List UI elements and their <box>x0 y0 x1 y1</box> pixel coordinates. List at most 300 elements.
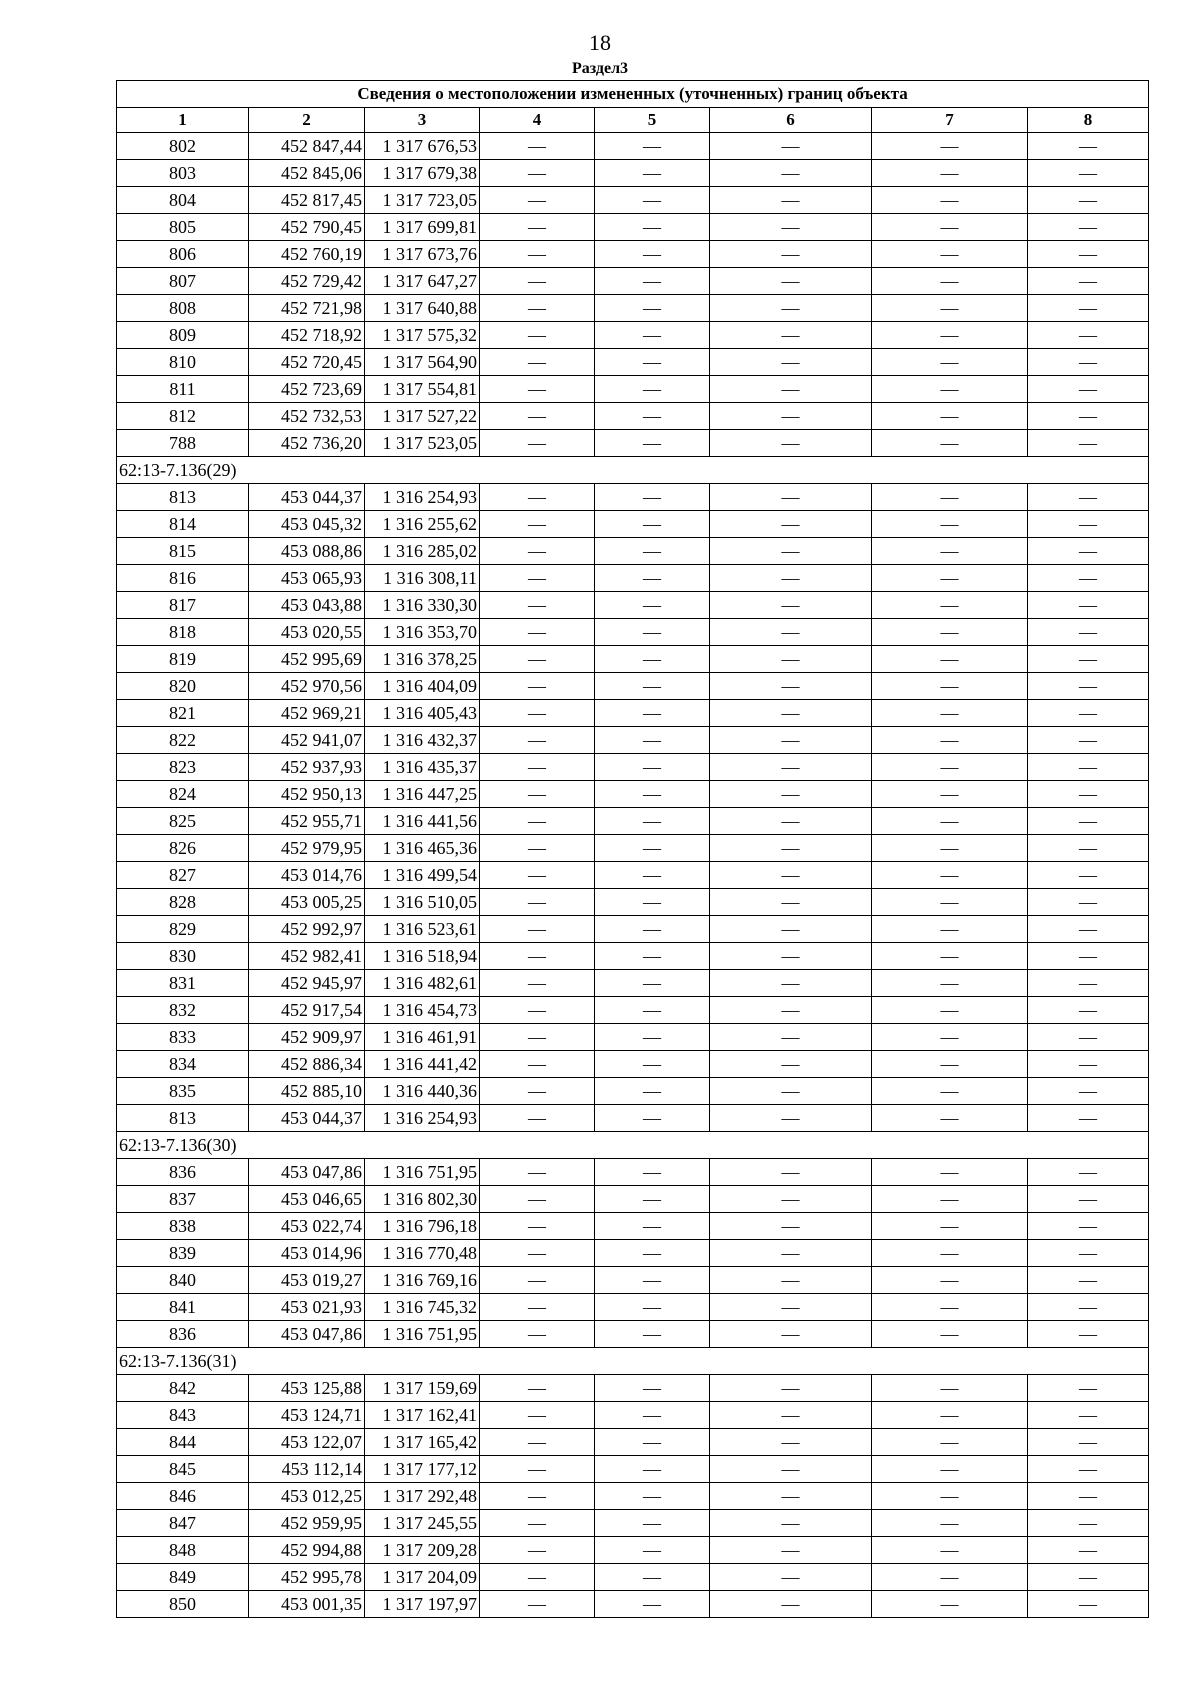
group-header-row <box>117 1132 1149 1159</box>
empty-value-cell: — <box>710 430 872 457</box>
empty-value-cell: — <box>710 1510 872 1537</box>
empty-value-cell: — <box>710 1051 872 1078</box>
empty-value-cell: — <box>710 1294 872 1321</box>
empty-value-cell: — <box>595 1186 710 1213</box>
empty-value-cell: — <box>872 1024 1028 1051</box>
group-header-row <box>117 1348 1149 1375</box>
table-row <box>117 1456 1149 1483</box>
empty-value-cell: — <box>872 673 1028 700</box>
empty-value-cell: — <box>1028 700 1149 727</box>
empty-value-cell: — <box>1028 619 1149 646</box>
empty-value-cell: — <box>595 1051 710 1078</box>
empty-value-cell: — <box>595 673 710 700</box>
empty-value-cell: — <box>480 970 595 997</box>
table-row <box>117 808 1149 835</box>
x-coordinate-cell: 452 995,69 <box>249 646 365 673</box>
empty-value-cell: — <box>1028 808 1149 835</box>
point-number-cell: 810 <box>117 349 249 376</box>
empty-value-cell: — <box>710 673 872 700</box>
point-number-cell: 814 <box>117 511 249 538</box>
empty-value-cell: — <box>872 619 1028 646</box>
x-coordinate-cell: 452 790,45 <box>249 214 365 241</box>
empty-value-cell: — <box>480 700 595 727</box>
x-coordinate-cell: 453 022,74 <box>249 1213 365 1240</box>
empty-value-cell: — <box>480 1429 595 1456</box>
empty-value-cell: — <box>872 1159 1028 1186</box>
empty-value-cell: — <box>710 889 872 916</box>
x-coordinate-cell: 452 955,71 <box>249 808 365 835</box>
table-caption: Сведения о местоположении измененных (уточненных) границ объекта <box>117 81 1149 108</box>
empty-value-cell: — <box>1028 376 1149 403</box>
table-row <box>117 727 1149 754</box>
point-number-cell: 826 <box>117 835 249 862</box>
empty-value-cell: — <box>710 349 872 376</box>
empty-value-cell: — <box>872 1564 1028 1591</box>
point-number-cell: 818 <box>117 619 249 646</box>
x-coordinate-cell: 452 995,78 <box>249 1564 365 1591</box>
empty-value-cell: — <box>595 187 710 214</box>
empty-value-cell: — <box>480 241 595 268</box>
empty-value-cell: — <box>710 592 872 619</box>
empty-value-cell: — <box>480 1483 595 1510</box>
table-row <box>117 538 1149 565</box>
empty-value-cell: — <box>480 133 595 160</box>
empty-value-cell: — <box>710 1213 872 1240</box>
empty-value-cell: — <box>480 1105 595 1132</box>
x-coordinate-cell: 453 124,71 <box>249 1402 365 1429</box>
x-coordinate-cell: 453 020,55 <box>249 619 365 646</box>
empty-value-cell: — <box>872 565 1028 592</box>
table-row <box>117 673 1149 700</box>
empty-value-cell: — <box>1028 862 1149 889</box>
empty-value-cell: — <box>595 1159 710 1186</box>
point-number-cell: 809 <box>117 322 249 349</box>
empty-value-cell: — <box>1028 430 1149 457</box>
empty-value-cell: — <box>710 1240 872 1267</box>
empty-value-cell: — <box>480 1294 595 1321</box>
empty-value-cell: — <box>1028 349 1149 376</box>
empty-value-cell: — <box>1028 1105 1149 1132</box>
point-number-cell: 806 <box>117 241 249 268</box>
empty-value-cell: — <box>480 1186 595 1213</box>
y-coordinate-cell: 1 317 554,81 <box>365 376 480 403</box>
empty-value-cell: — <box>872 349 1028 376</box>
empty-value-cell: — <box>710 1537 872 1564</box>
empty-value-cell: — <box>710 754 872 781</box>
x-coordinate-cell: 452 885,10 <box>249 1078 365 1105</box>
point-number-cell: 822 <box>117 727 249 754</box>
x-coordinate-cell: 453 046,65 <box>249 1186 365 1213</box>
empty-value-cell: — <box>710 916 872 943</box>
empty-value-cell: — <box>1028 1240 1149 1267</box>
empty-value-cell: — <box>710 1591 872 1618</box>
empty-value-cell: — <box>1028 1294 1149 1321</box>
table-row <box>117 1267 1149 1294</box>
empty-value-cell: — <box>872 1213 1028 1240</box>
empty-value-cell: — <box>872 484 1028 511</box>
y-coordinate-cell: 1 317 640,88 <box>365 295 480 322</box>
table-row <box>117 1537 1149 1564</box>
empty-value-cell: — <box>872 781 1028 808</box>
empty-value-cell: — <box>595 1564 710 1591</box>
table-row <box>117 943 1149 970</box>
empty-value-cell: — <box>480 295 595 322</box>
y-coordinate-cell: 1 317 204,09 <box>365 1564 480 1591</box>
point-number-cell: 804 <box>117 187 249 214</box>
empty-value-cell: — <box>595 835 710 862</box>
empty-value-cell: — <box>595 1294 710 1321</box>
table-row <box>117 376 1149 403</box>
x-coordinate-cell: 452 941,07 <box>249 727 365 754</box>
y-coordinate-cell: 1 316 461,91 <box>365 1024 480 1051</box>
point-number-cell: 834 <box>117 1051 249 1078</box>
empty-value-cell: — <box>872 1483 1028 1510</box>
empty-value-cell: — <box>710 1159 872 1186</box>
point-number-cell: 820 <box>117 673 249 700</box>
empty-value-cell: — <box>480 835 595 862</box>
empty-value-cell: — <box>480 646 595 673</box>
table-row <box>117 754 1149 781</box>
y-coordinate-cell: 1 317 564,90 <box>365 349 480 376</box>
empty-value-cell: — <box>872 1240 1028 1267</box>
empty-value-cell: — <box>710 403 872 430</box>
empty-value-cell: — <box>872 889 1028 916</box>
y-coordinate-cell: 1 316 802,30 <box>365 1186 480 1213</box>
point-number-cell: 842 <box>117 1375 249 1402</box>
empty-value-cell: — <box>480 538 595 565</box>
empty-value-cell: — <box>710 1078 872 1105</box>
empty-value-cell: — <box>480 511 595 538</box>
x-coordinate-cell: 452 909,97 <box>249 1024 365 1051</box>
empty-value-cell: — <box>1028 673 1149 700</box>
empty-value-cell: — <box>595 1537 710 1564</box>
y-coordinate-cell: 1 317 699,81 <box>365 214 480 241</box>
empty-value-cell: — <box>710 862 872 889</box>
empty-value-cell: — <box>1028 1186 1149 1213</box>
table-row <box>117 484 1149 511</box>
empty-value-cell: — <box>480 1213 595 1240</box>
y-coordinate-cell: 1 316 404,09 <box>365 673 480 700</box>
empty-value-cell: — <box>872 1375 1028 1402</box>
empty-value-cell: — <box>480 1375 595 1402</box>
empty-value-cell: — <box>710 1429 872 1456</box>
empty-value-cell: — <box>1028 295 1149 322</box>
table-row <box>117 160 1149 187</box>
empty-value-cell: — <box>710 1483 872 1510</box>
y-coordinate-cell: 1 316 405,43 <box>365 700 480 727</box>
x-coordinate-cell: 452 718,92 <box>249 322 365 349</box>
x-coordinate-cell: 452 917,54 <box>249 997 365 1024</box>
empty-value-cell: — <box>710 1024 872 1051</box>
point-number-cell: 830 <box>117 943 249 970</box>
empty-value-cell: — <box>595 592 710 619</box>
empty-value-cell: — <box>710 1105 872 1132</box>
empty-value-cell: — <box>595 1240 710 1267</box>
empty-value-cell: — <box>710 376 872 403</box>
point-number-cell: 817 <box>117 592 249 619</box>
empty-value-cell: — <box>1028 268 1149 295</box>
column-header: 3 <box>365 108 480 133</box>
empty-value-cell: — <box>595 619 710 646</box>
empty-value-cell: — <box>710 970 872 997</box>
x-coordinate-cell: 452 886,34 <box>249 1051 365 1078</box>
empty-value-cell: — <box>872 214 1028 241</box>
empty-value-cell: — <box>1028 1267 1149 1294</box>
x-coordinate-cell: 453 043,88 <box>249 592 365 619</box>
table-row <box>117 214 1149 241</box>
empty-value-cell: — <box>480 673 595 700</box>
point-number-cell: 827 <box>117 862 249 889</box>
point-number-cell: 813 <box>117 1105 249 1132</box>
table-row <box>117 1186 1149 1213</box>
empty-value-cell: — <box>710 700 872 727</box>
empty-value-cell: — <box>595 970 710 997</box>
x-coordinate-cell: 452 817,45 <box>249 187 365 214</box>
y-coordinate-cell: 1 316 770,48 <box>365 1240 480 1267</box>
empty-value-cell: — <box>872 511 1028 538</box>
empty-value-cell: — <box>710 511 872 538</box>
empty-value-cell: — <box>710 160 872 187</box>
empty-value-cell: — <box>1028 997 1149 1024</box>
empty-value-cell: — <box>595 295 710 322</box>
empty-value-cell: — <box>480 1537 595 1564</box>
empty-value-cell: — <box>1028 1429 1149 1456</box>
empty-value-cell: — <box>480 1591 595 1618</box>
empty-value-cell: — <box>480 862 595 889</box>
point-number-cell: 821 <box>117 700 249 727</box>
empty-value-cell: — <box>1028 1591 1149 1618</box>
point-number-cell: 848 <box>117 1537 249 1564</box>
empty-value-cell: — <box>595 1375 710 1402</box>
boundary-coordinates-table <box>116 80 1149 1618</box>
empty-value-cell: — <box>595 376 710 403</box>
x-coordinate-cell: 453 014,96 <box>249 1240 365 1267</box>
empty-value-cell: — <box>710 241 872 268</box>
empty-value-cell: — <box>1028 1159 1149 1186</box>
empty-value-cell: — <box>480 430 595 457</box>
y-coordinate-cell: 1 317 159,69 <box>365 1375 480 1402</box>
y-coordinate-cell: 1 317 527,22 <box>365 403 480 430</box>
empty-value-cell: — <box>1028 943 1149 970</box>
empty-value-cell: — <box>1028 187 1149 214</box>
y-coordinate-cell: 1 316 482,61 <box>365 970 480 997</box>
empty-value-cell: — <box>1028 133 1149 160</box>
x-coordinate-cell: 452 992,97 <box>249 916 365 943</box>
y-coordinate-cell: 1 316 255,62 <box>365 511 480 538</box>
table-row <box>117 700 1149 727</box>
point-number-cell: 807 <box>117 268 249 295</box>
empty-value-cell: — <box>872 160 1028 187</box>
point-number-cell: 838 <box>117 1213 249 1240</box>
empty-value-cell: — <box>710 484 872 511</box>
table-row <box>117 1024 1149 1051</box>
empty-value-cell: — <box>1028 1024 1149 1051</box>
empty-value-cell: — <box>1028 1510 1149 1537</box>
empty-value-cell: — <box>710 565 872 592</box>
table-row <box>117 1564 1149 1591</box>
empty-value-cell: — <box>1028 754 1149 781</box>
empty-value-cell: — <box>710 322 872 349</box>
point-number-cell: 835 <box>117 1078 249 1105</box>
table-row <box>117 862 1149 889</box>
y-coordinate-cell: 1 316 499,54 <box>365 862 480 889</box>
empty-value-cell: — <box>595 430 710 457</box>
empty-value-cell: — <box>710 727 872 754</box>
empty-value-cell: — <box>480 1024 595 1051</box>
empty-value-cell: — <box>595 943 710 970</box>
y-coordinate-cell: 1 317 162,41 <box>365 1402 480 1429</box>
empty-value-cell: — <box>480 268 595 295</box>
table-row <box>117 1051 1149 1078</box>
empty-value-cell: — <box>480 1240 595 1267</box>
empty-value-cell: — <box>595 781 710 808</box>
empty-value-cell: — <box>1028 160 1149 187</box>
empty-value-cell: — <box>1028 565 1149 592</box>
empty-value-cell: — <box>710 538 872 565</box>
empty-value-cell: — <box>872 916 1028 943</box>
point-number-cell: 839 <box>117 1240 249 1267</box>
empty-value-cell: — <box>872 1456 1028 1483</box>
x-coordinate-cell: 453 125,88 <box>249 1375 365 1402</box>
empty-value-cell: — <box>480 619 595 646</box>
empty-value-cell: — <box>872 1105 1028 1132</box>
table-row <box>117 1159 1149 1186</box>
x-coordinate-cell: 452 760,19 <box>249 241 365 268</box>
empty-value-cell: — <box>480 943 595 970</box>
empty-value-cell: — <box>872 1402 1028 1429</box>
table-row <box>117 322 1149 349</box>
empty-value-cell: — <box>872 592 1028 619</box>
table-row <box>117 565 1149 592</box>
column-header: 2 <box>249 108 365 133</box>
y-coordinate-cell: 1 316 432,37 <box>365 727 480 754</box>
point-number-cell: 805 <box>117 214 249 241</box>
empty-value-cell: — <box>595 1402 710 1429</box>
x-coordinate-cell: 452 736,20 <box>249 430 365 457</box>
x-coordinate-cell: 452 845,06 <box>249 160 365 187</box>
empty-value-cell: — <box>710 1321 872 1348</box>
y-coordinate-cell: 1 316 745,32 <box>365 1294 480 1321</box>
y-coordinate-cell: 1 317 723,05 <box>365 187 480 214</box>
empty-value-cell: — <box>872 403 1028 430</box>
point-number-cell: 811 <box>117 376 249 403</box>
empty-value-cell: — <box>710 997 872 1024</box>
empty-value-cell: — <box>1028 538 1149 565</box>
y-coordinate-cell: 1 316 465,36 <box>365 835 480 862</box>
empty-value-cell: — <box>1028 1537 1149 1564</box>
empty-value-cell: — <box>595 565 710 592</box>
empty-value-cell: — <box>710 1456 872 1483</box>
empty-value-cell: — <box>595 349 710 376</box>
x-coordinate-cell: 452 720,45 <box>249 349 365 376</box>
empty-value-cell: — <box>710 943 872 970</box>
empty-value-cell: — <box>1028 1483 1149 1510</box>
empty-value-cell: — <box>480 403 595 430</box>
empty-value-cell: — <box>872 1591 1028 1618</box>
empty-value-cell: — <box>710 1186 872 1213</box>
empty-value-cell: — <box>480 1456 595 1483</box>
y-coordinate-cell: 1 316 308,11 <box>365 565 480 592</box>
point-number-cell: 813 <box>117 484 249 511</box>
empty-value-cell: — <box>710 214 872 241</box>
empty-value-cell: — <box>595 862 710 889</box>
column-header: 7 <box>872 108 1028 133</box>
empty-value-cell: — <box>480 1159 595 1186</box>
y-coordinate-cell: 1 316 796,18 <box>365 1213 480 1240</box>
empty-value-cell: — <box>595 1024 710 1051</box>
empty-value-cell: — <box>872 1510 1028 1537</box>
empty-value-cell: — <box>872 808 1028 835</box>
empty-value-cell: — <box>595 700 710 727</box>
empty-value-cell: — <box>480 1267 595 1294</box>
table-row <box>117 187 1149 214</box>
y-coordinate-cell: 1 316 254,93 <box>365 1105 480 1132</box>
point-number-cell: 832 <box>117 997 249 1024</box>
x-coordinate-cell: 452 847,44 <box>249 133 365 160</box>
table-row <box>117 241 1149 268</box>
point-number-cell: 812 <box>117 403 249 430</box>
empty-value-cell: — <box>480 376 595 403</box>
point-number-cell: 837 <box>117 1186 249 1213</box>
empty-value-cell: — <box>1028 1375 1149 1402</box>
empty-value-cell: — <box>480 781 595 808</box>
point-number-cell: 841 <box>117 1294 249 1321</box>
x-coordinate-cell: 452 994,88 <box>249 1537 365 1564</box>
empty-value-cell: — <box>480 349 595 376</box>
empty-value-cell: — <box>872 133 1028 160</box>
point-number-cell: 823 <box>117 754 249 781</box>
y-coordinate-cell: 1 317 676,53 <box>365 133 480 160</box>
empty-value-cell: — <box>872 1321 1028 1348</box>
empty-value-cell: — <box>595 241 710 268</box>
empty-value-cell: — <box>595 889 710 916</box>
point-number-cell: 788 <box>117 430 249 457</box>
empty-value-cell: — <box>710 835 872 862</box>
empty-value-cell: — <box>595 997 710 1024</box>
empty-value-cell: — <box>1028 1402 1149 1429</box>
x-coordinate-cell: 453 065,93 <box>249 565 365 592</box>
point-number-cell: 802 <box>117 133 249 160</box>
empty-value-cell: — <box>710 619 872 646</box>
empty-value-cell: — <box>872 1429 1028 1456</box>
empty-value-cell: — <box>1028 214 1149 241</box>
x-coordinate-cell: 453 044,37 <box>249 484 365 511</box>
empty-value-cell: — <box>595 268 710 295</box>
point-number-cell: 845 <box>117 1456 249 1483</box>
empty-value-cell: — <box>1028 1456 1149 1483</box>
table-row <box>117 835 1149 862</box>
empty-value-cell: — <box>1028 646 1149 673</box>
x-coordinate-cell: 452 950,13 <box>249 781 365 808</box>
empty-value-cell: — <box>710 1375 872 1402</box>
table-row <box>117 1510 1149 1537</box>
table-row <box>117 1240 1149 1267</box>
point-number-cell: 816 <box>117 565 249 592</box>
point-number-cell: 803 <box>117 160 249 187</box>
empty-value-cell: — <box>595 403 710 430</box>
empty-value-cell: — <box>480 1078 595 1105</box>
empty-value-cell: — <box>1028 322 1149 349</box>
table-row <box>117 1375 1149 1402</box>
table-row <box>117 1483 1149 1510</box>
empty-value-cell: — <box>872 538 1028 565</box>
y-coordinate-cell: 1 317 245,55 <box>365 1510 480 1537</box>
empty-value-cell: — <box>1028 1078 1149 1105</box>
x-coordinate-cell: 453 001,35 <box>249 1591 365 1618</box>
x-coordinate-cell: 453 021,93 <box>249 1294 365 1321</box>
empty-value-cell: — <box>872 1267 1028 1294</box>
empty-value-cell: — <box>595 484 710 511</box>
